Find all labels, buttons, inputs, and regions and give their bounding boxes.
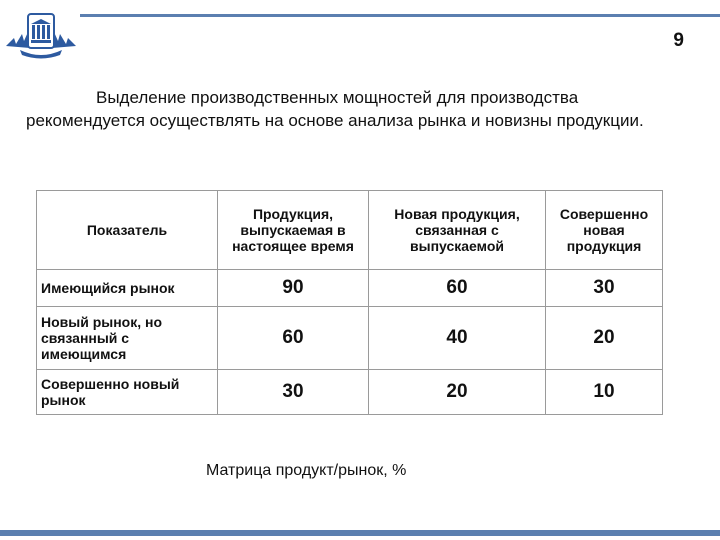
table-row — [37, 307, 663, 370]
table-header-row — [37, 191, 663, 270]
header-rule — [80, 14, 720, 17]
table-row — [37, 270, 663, 307]
intro-paragraph — [26, 86, 676, 132]
table-header-cell: Показатель — [37, 191, 218, 270]
footer-rule — [0, 530, 720, 536]
table-cell: 30 — [546, 270, 663, 307]
row-label: Новый рынок, но связанный с имеющимся — [37, 307, 218, 370]
table-cell: 20 — [369, 370, 546, 415]
university-logo-icon — [4, 8, 78, 60]
table-header-cell: Новая продукция, связанная с выпускаемой — [369, 191, 546, 270]
product-market-matrix-table — [36, 190, 663, 415]
row-label: Имеющийся рынок — [37, 270, 218, 307]
row-label: Совершенно новый рынок — [37, 370, 218, 415]
table-cell: 60 — [218, 307, 369, 370]
table-cell: 90 — [218, 270, 369, 307]
intro-text: Выделение производственных мощностей для производства рекомендуется осуществлять на основе анализа рынка и новизны продукции. — [26, 88, 644, 130]
table-header-cell: Совершенно новая продукция — [546, 191, 663, 270]
table-row — [37, 370, 663, 415]
table-cell: 30 — [218, 370, 369, 415]
table-cell: 40 — [369, 307, 546, 370]
table-cell: 60 — [369, 270, 546, 307]
table-cell: 20 — [546, 307, 663, 370]
table-cell: 10 — [546, 370, 663, 415]
table-caption: Матрица продукт/рынок, % — [206, 462, 407, 479]
page-number: 9 — [673, 30, 684, 51]
table-header-cell: Продукция, выпускаемая в настоящее время — [218, 191, 369, 270]
